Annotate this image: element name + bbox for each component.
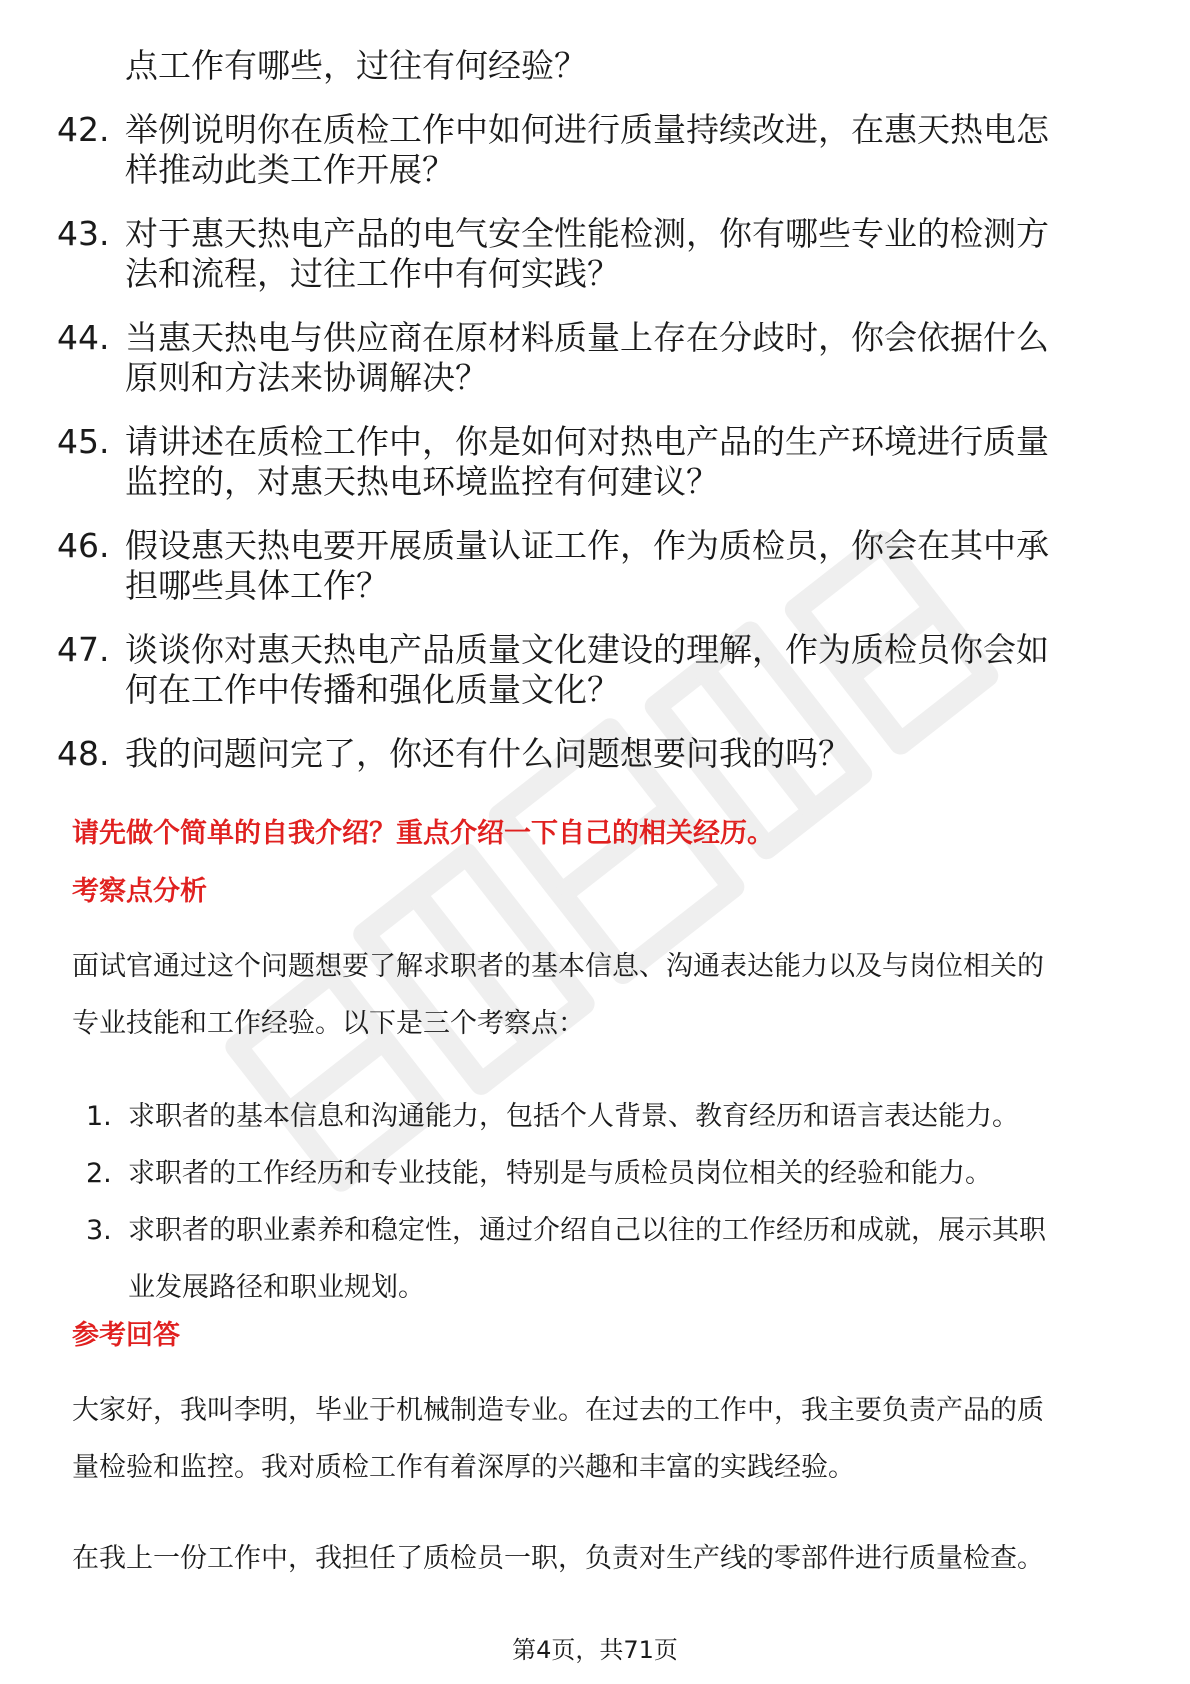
- question-number: 47.: [57, 630, 110, 669]
- question-text-line: 我的问题问完了，你还有什么问题想要问我的吗？: [125, 734, 851, 773]
- question-number: 42.: [57, 110, 110, 149]
- analysis-point: [72, 1088, 1132, 1145]
- question-item: [57, 630, 1127, 710]
- answer-paragraph: [72, 1382, 1132, 1496]
- paragraph-line: 量检验和监控。我对质检工作有着深厚的兴趣和丰富的实践经验。: [72, 1452, 855, 1483]
- answer-heading: 参考回答: [72, 1320, 180, 1351]
- point-number: 2.: [86, 1158, 112, 1189]
- analysis-points-list: [72, 1088, 1132, 1316]
- question-text-line: 对于惠天热电产品的电气安全性能检测，你有哪些专业的检测方: [125, 214, 1049, 253]
- analysis-heading: 考察点分析: [72, 876, 207, 907]
- answer-paragraph: [72, 1530, 1132, 1587]
- paragraph-line: 专业技能和工作经验。以下是三个考察点：: [72, 1008, 585, 1039]
- page-number-footer: 第4页，共71页: [512, 1636, 678, 1664]
- question-text-line: 原则和方法来协调解决？: [125, 358, 488, 397]
- question-text-line: 法和流程，过往工作中有何实践？: [125, 254, 620, 293]
- question-text-line: 担哪些具体工作？: [125, 566, 389, 605]
- question-text-line: 样推动此类工作开展？: [125, 150, 455, 189]
- question-text-line: 请讲述在质检工作中，你是如何对热电产品的生产环境进行质量: [125, 422, 1049, 461]
- paragraph-line: 面试官通过这个问题想要了解求职者的基本信息、沟通表达能力以及与岗位相关的: [72, 951, 1044, 982]
- point-text-line: 求职者的职业素养和稳定性，通过介绍自己以往的工作经历和成就，展示其职: [128, 1215, 1046, 1246]
- point-number: 1.: [86, 1101, 112, 1132]
- point-text-line: 求职者的基本信息和沟通能力，包括个人背景、教育经历和语言表达能力。: [128, 1101, 1019, 1132]
- question-text-line: 何在工作中传播和强化质量文化？: [125, 670, 620, 709]
- point-text-line: 业发展路径和职业规划。: [128, 1272, 425, 1303]
- point-number: 3.: [86, 1215, 112, 1246]
- question-text-line: 假设惠天热电要开展质量认证工作，作为质检员，你会在其中承: [125, 526, 1049, 565]
- analysis-point: [72, 1202, 1132, 1316]
- question-item: [57, 422, 1127, 502]
- question-text-line: 当惠天热电与供应商在原材料质量上存在分歧时，你会依据什么: [125, 318, 1049, 357]
- interview-question-heading: 请先做个简单的自我介绍？重点介绍一下自己的相关经历。: [72, 818, 774, 849]
- question-number: 43.: [57, 214, 110, 253]
- question-item: [57, 318, 1127, 398]
- analysis-point: [72, 1145, 1132, 1202]
- question-item: [57, 526, 1127, 606]
- question-text-line: 谈谈你对惠天热电产品质量文化建设的理解，作为质检员你会如: [125, 630, 1049, 669]
- question-item: [57, 214, 1127, 294]
- question-item: [57, 734, 1127, 774]
- question-text-line: 监控的，对惠天热电环境监控有何建议？: [125, 462, 719, 501]
- question-item: [57, 110, 1127, 190]
- paragraph-line: 大家好，我叫李明，毕业于机械制造专业。在过去的工作中，我主要负责产品的质: [72, 1395, 1044, 1426]
- question-number: 44.: [57, 318, 110, 357]
- question-number: 48.: [57, 734, 110, 773]
- analysis-intro-paragraph: [72, 938, 1132, 1052]
- question-number: 46.: [57, 526, 110, 565]
- question-continuation: 点工作有哪些，过往有何经验？: [125, 46, 587, 85]
- question-list: [57, 46, 1127, 798]
- paragraph-line: 在我上一份工作中，我担任了质检员一职，负责对生产线的零部件进行质量检查。: [72, 1543, 1044, 1574]
- question-text-line: 举例说明你在质检工作中如何进行质量持续改进，在惠天热电怎: [125, 110, 1049, 149]
- point-text-line: 求职者的工作经历和专业技能，特别是与质检员岗位相关的经验和能力。: [128, 1158, 992, 1189]
- question-number: 45.: [57, 422, 110, 461]
